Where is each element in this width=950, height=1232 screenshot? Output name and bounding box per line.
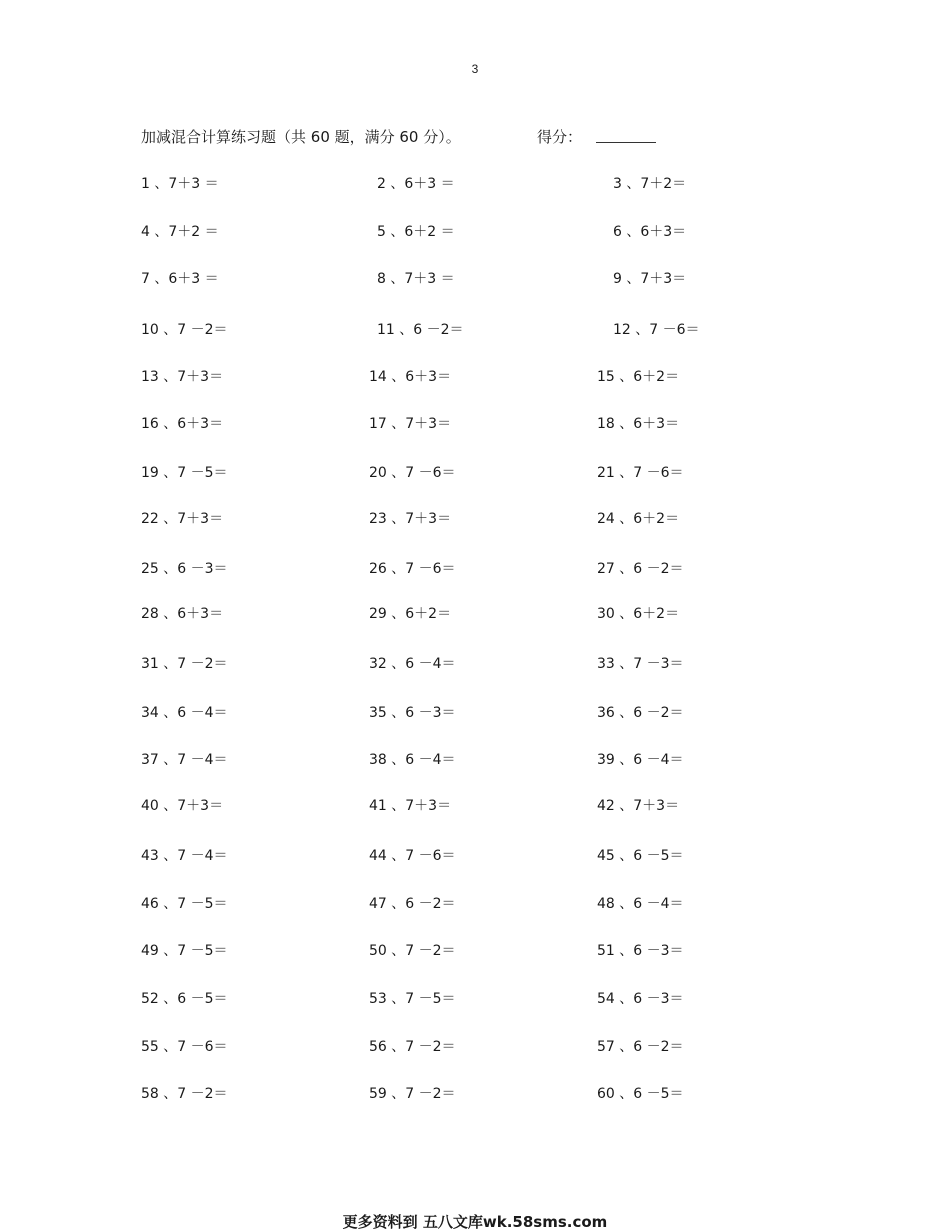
problem-item: 36 、6 －2＝ (597, 705, 684, 721)
problem-item: 51 、6 －3＝ (597, 943, 684, 959)
problem-item: 35 、6 －3＝ (369, 705, 456, 721)
problem-item: 28 、6＋3＝ (141, 606, 224, 622)
problem-item: 5 、6＋2 ＝ (377, 224, 455, 240)
problem-item: 34 、6 －4＝ (141, 705, 228, 721)
problem-item: 42 、7＋3＝ (597, 798, 680, 814)
problem-item: 37 、7 －4＝ (141, 752, 228, 768)
problem-item: 9 、7＋3＝ (613, 271, 687, 287)
problem-item: 32 、6 －4＝ (369, 656, 456, 672)
problem-item: 13 、7＋3＝ (141, 369, 224, 385)
problem-item: 48 、6 －4＝ (597, 896, 684, 912)
problem-item: 14 、6＋3＝ (369, 369, 452, 385)
problem-item: 22 、7＋3＝ (141, 511, 224, 527)
problem-item: 60 、6 －5＝ (597, 1086, 684, 1102)
problem-item: 59 、7 －2＝ (369, 1086, 456, 1102)
problem-item: 6 、6＋3＝ (613, 224, 687, 240)
problem-item: 33 、7 －3＝ (597, 656, 684, 672)
problem-item: 50 、7 －2＝ (369, 943, 456, 959)
problem-item: 16 、6＋3＝ (141, 416, 224, 432)
problem-item: 17 、7＋3＝ (369, 416, 452, 432)
problem-item: 4 、7＋2 ＝ (141, 224, 219, 240)
problem-item: 58 、7 －2＝ (141, 1086, 228, 1102)
problem-item: 39 、6 －4＝ (597, 752, 684, 768)
problem-item: 11 、6 －2＝ (377, 322, 464, 338)
problem-item: 20 、7 －6＝ (369, 465, 456, 481)
problem-item: 53 、7 －5＝ (369, 991, 456, 1007)
problem-item: 3 、7＋2＝ (613, 176, 687, 192)
problem-item: 1 、7＋3 ＝ (141, 176, 219, 192)
page-number: 3 (471, 62, 479, 76)
problem-item: 8 、7＋3 ＝ (377, 271, 455, 287)
problem-item: 27 、6 －2＝ (597, 561, 684, 577)
problem-item: 30 、6＋2＝ (597, 606, 680, 622)
footer-text: 更多资料到 五八文库wk.58sms.com (342, 1213, 608, 1231)
problem-item: 10 、7 －2＝ (141, 322, 228, 338)
problem-item: 2 、6＋3 ＝ (377, 176, 455, 192)
problem-item: 52 、6 －5＝ (141, 991, 228, 1007)
problem-item: 41 、7＋3＝ (369, 798, 452, 814)
problem-item: 15 、6＋2＝ (597, 369, 680, 385)
worksheet-title: 加减混合计算练习题（共 60 题，满分 60 分）。 (141, 128, 461, 146)
problem-item: 45 、6 －5＝ (597, 848, 684, 864)
problem-item: 43 、7 －4＝ (141, 848, 228, 864)
problem-item: 25 、6 －3＝ (141, 561, 228, 577)
problem-item: 31 、7 －2＝ (141, 656, 228, 672)
problem-item: 26 、7 －6＝ (369, 561, 456, 577)
problem-item: 24 、6＋2＝ (597, 511, 680, 527)
problem-item: 18 、6＋3＝ (597, 416, 680, 432)
problem-item: 54 、6 －3＝ (597, 991, 684, 1007)
problem-item: 57 、6 －2＝ (597, 1039, 684, 1055)
problem-item: 19 、7 －5＝ (141, 465, 228, 481)
problem-item: 46 、7 －5＝ (141, 896, 228, 912)
problem-item: 38 、6 －4＝ (369, 752, 456, 768)
problem-item: 47 、6 －2＝ (369, 896, 456, 912)
problem-item: 55 、7 －6＝ (141, 1039, 228, 1055)
problem-item: 21 、7 －6＝ (597, 465, 684, 481)
problem-item: 49 、7 －5＝ (141, 943, 228, 959)
problem-item: 44 、7 －6＝ (369, 848, 456, 864)
problem-item: 12 、7 －6＝ (613, 322, 700, 338)
problem-item: 29 、6＋2＝ (369, 606, 452, 622)
score-blank-line (596, 142, 656, 143)
problem-item: 7 、6＋3 ＝ (141, 271, 219, 287)
problem-item: 23 、7＋3＝ (369, 511, 452, 527)
problem-item: 40 、7＋3＝ (141, 798, 224, 814)
problem-item: 56 、7 －2＝ (369, 1039, 456, 1055)
score-label: 得分： (537, 128, 583, 146)
